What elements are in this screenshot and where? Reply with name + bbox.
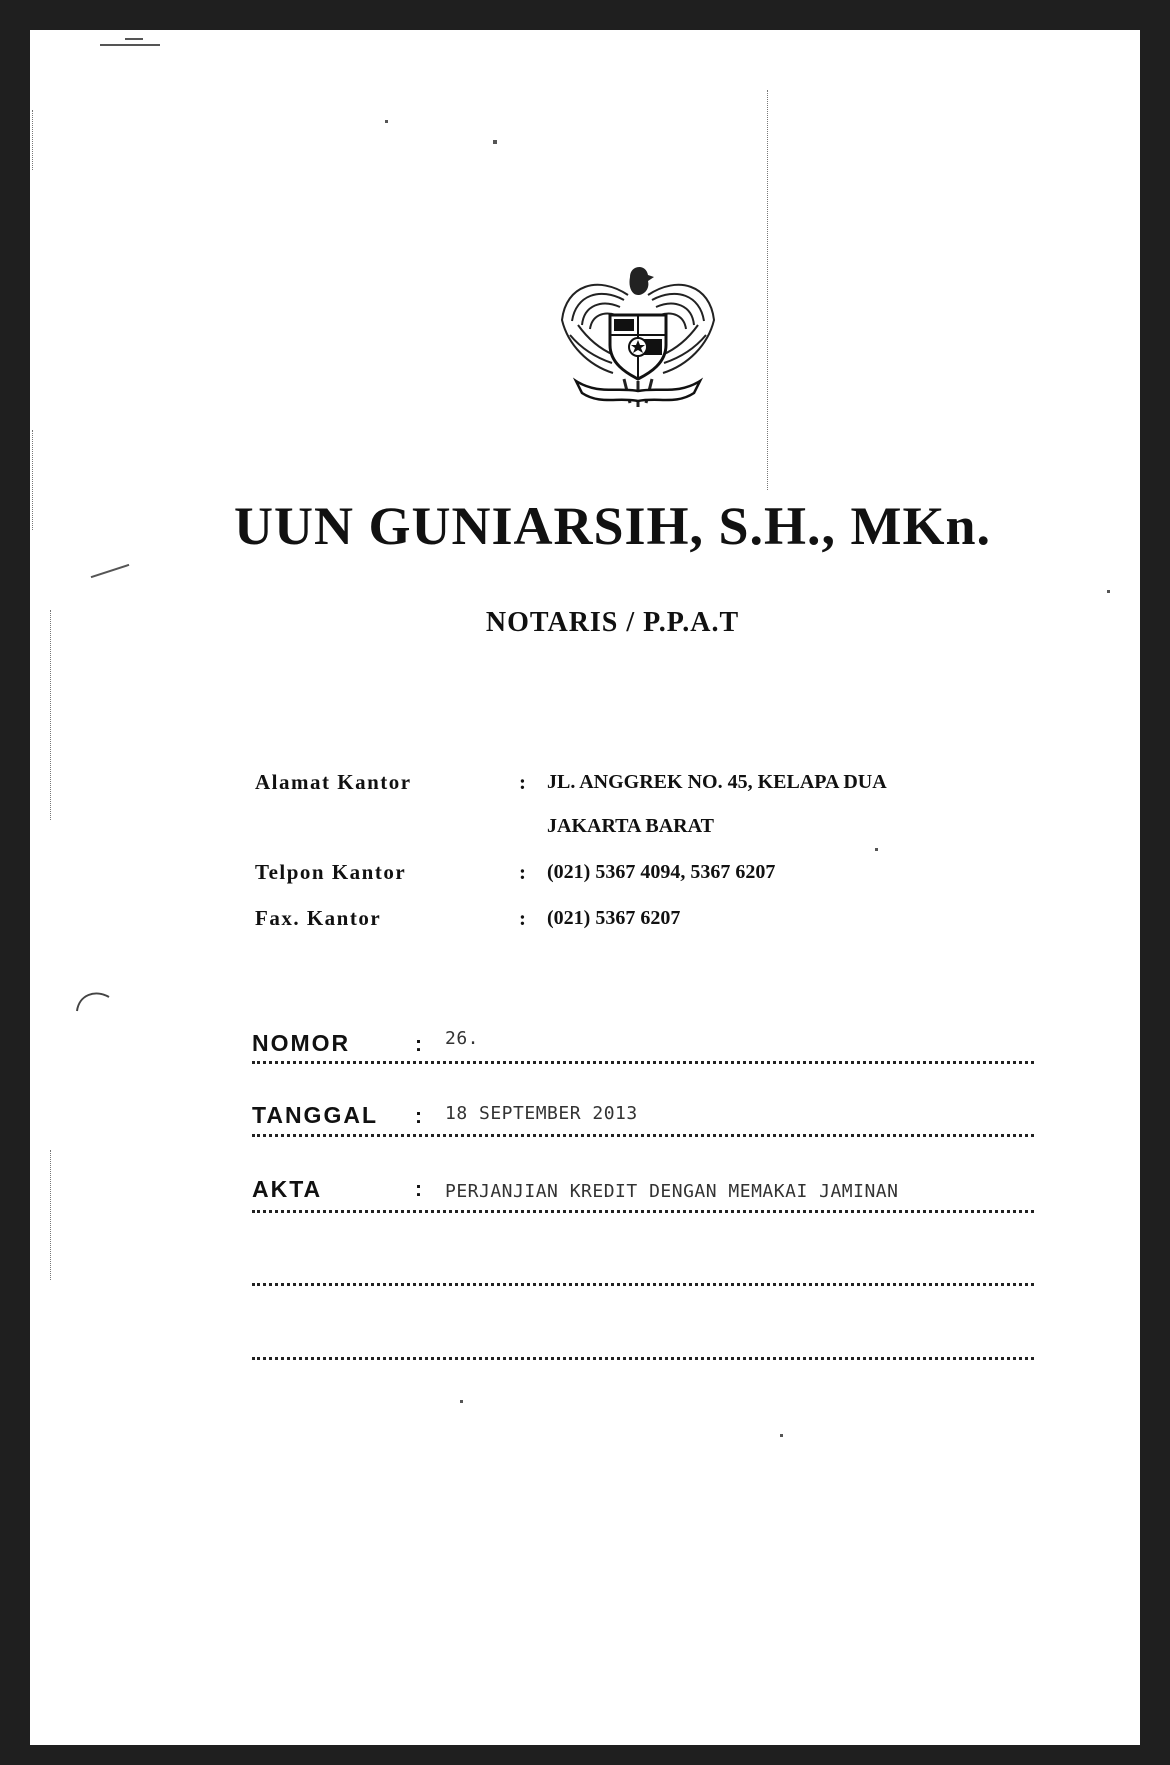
phone-value: (021) 5367 4094, 5367 6207 bbox=[547, 861, 776, 883]
scan-fold-line bbox=[32, 110, 33, 170]
scan-speck bbox=[385, 120, 388, 123]
fax-label: Fax. Kantor bbox=[255, 906, 382, 930]
scan-speck bbox=[460, 1400, 463, 1403]
notary-name: UUN GUNIARSIH, S.H., MKn. bbox=[233, 496, 992, 556]
blank-dotted-line-1 bbox=[252, 1283, 1034, 1286]
fax-value: (021) 5367 6207 bbox=[547, 907, 681, 929]
nomor-value: 26. bbox=[445, 1028, 480, 1049]
nomor-colon: : bbox=[415, 1033, 422, 1056]
address-line1: JL. ANGGREK NO. 45, KELAPA DUA bbox=[547, 771, 887, 793]
tanggal-dotted-line bbox=[252, 1134, 1034, 1137]
document-page bbox=[30, 30, 1140, 1745]
akta-dotted-line bbox=[252, 1210, 1034, 1213]
tanggal-colon: : bbox=[415, 1105, 422, 1128]
phone-label: Telpon Kantor bbox=[255, 860, 407, 884]
tanggal-label: TANGGAL bbox=[252, 1102, 379, 1128]
blank-dotted-line-2 bbox=[252, 1357, 1034, 1360]
scan-fold-line bbox=[50, 1150, 51, 1280]
address-colon: : bbox=[519, 770, 526, 794]
nomor-dotted-line bbox=[252, 1061, 1034, 1064]
phone-colon: : bbox=[519, 860, 526, 884]
scan-fold-line bbox=[50, 610, 51, 820]
scan-speck bbox=[875, 848, 878, 851]
scan-arc-mark bbox=[75, 985, 115, 1015]
garuda-emblem-icon bbox=[558, 255, 718, 415]
address-label: Alamat Kantor bbox=[255, 770, 412, 794]
scan-fold-line bbox=[767, 90, 768, 490]
scan-speck bbox=[780, 1434, 783, 1437]
scan-speck bbox=[125, 38, 143, 40]
fax-colon: : bbox=[519, 906, 526, 930]
akta-colon: : bbox=[415, 1178, 422, 1201]
tanggal-value: 18 SEPTEMBER 2013 bbox=[445, 1103, 638, 1124]
nomor-label: NOMOR bbox=[252, 1030, 351, 1056]
scan-speck bbox=[91, 564, 130, 578]
notary-title: NOTARIS / P.P.A.T bbox=[485, 607, 740, 638]
address-line2: JAKARTA BARAT bbox=[547, 815, 714, 837]
scan-speck bbox=[100, 44, 160, 46]
akta-label: AKTA bbox=[252, 1176, 323, 1202]
akta-value: PERJANJIAN KREDIT DENGAN MEMAKAI JAMINAN bbox=[445, 1181, 899, 1202]
scan-speck bbox=[1107, 590, 1110, 593]
scan-speck bbox=[493, 140, 497, 144]
